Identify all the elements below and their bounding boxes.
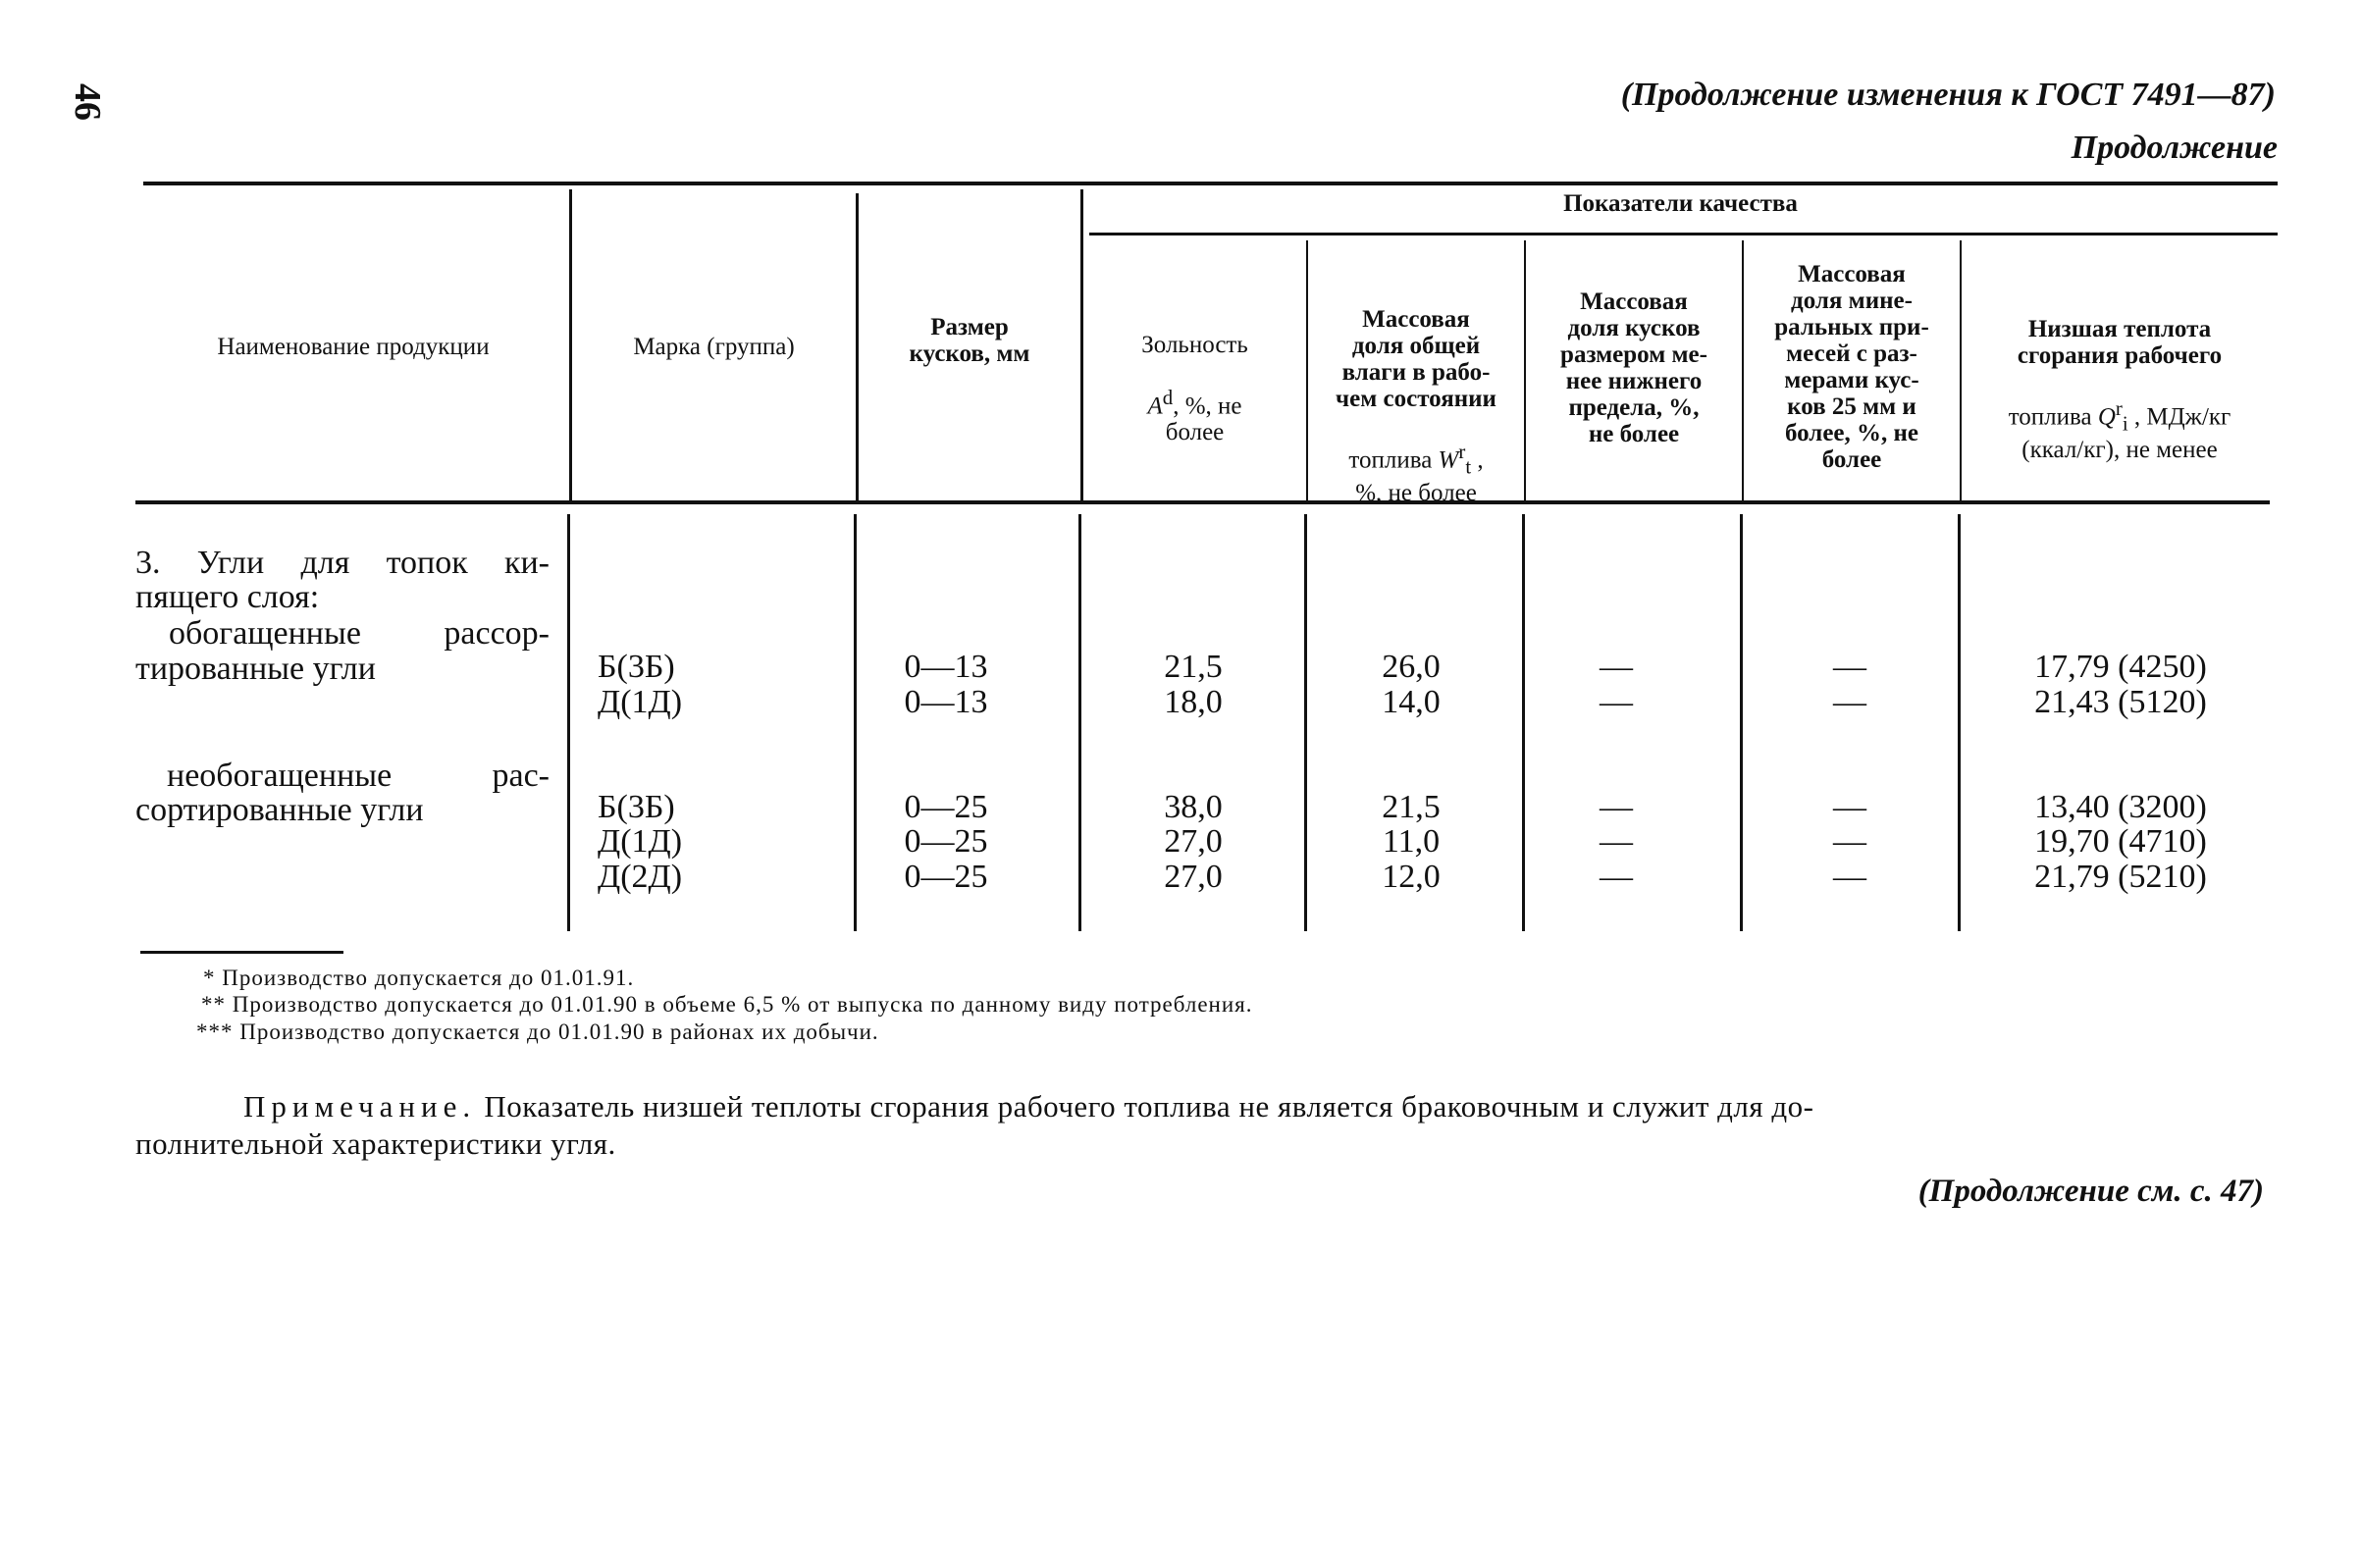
col-divider	[1304, 514, 1307, 931]
cell-mineral: —	[1833, 684, 1866, 720]
cell-size: 0—13	[904, 649, 988, 685]
product-name-line: тированные угли	[135, 651, 376, 687]
moisture-pre: топлива	[1348, 446, 1439, 474]
header-bottom-rule	[135, 500, 2270, 504]
cell-fines: —	[1600, 684, 1633, 720]
continuation-label: Продолжение	[2071, 130, 2278, 166]
cell-fines: —	[1600, 823, 1633, 860]
cell-size: 0—13	[904, 684, 988, 720]
cell-moisture: 14,0	[1382, 684, 1441, 720]
moisture-sup: r	[1458, 440, 1466, 463]
heat-pre: топлива	[2008, 403, 2098, 431]
note-line	[243, 1089, 1814, 1124]
cell-heat: 21,43 (5120)	[2034, 684, 2207, 720]
header-ash-text: Зольность	[1141, 332, 1248, 358]
quality-group-rule	[1089, 233, 2278, 235]
header-moisture	[1308, 280, 1524, 506]
cell-grade: Б(3Б)	[598, 649, 675, 685]
moisture-symbol: W	[1438, 446, 1459, 474]
ash-sup: d	[1162, 386, 1174, 409]
heat-sub: i	[2122, 411, 2128, 436]
footnote: * Производство допускается до 01.01.91.	[203, 966, 635, 990]
product-name-line: пящего слоя:	[135, 579, 320, 615]
moisture-text: Массовая доля общей влаги в рабо- чем состоянии	[1336, 306, 1496, 412]
col-divider	[1740, 514, 1743, 931]
page-number: 46	[67, 83, 108, 121]
col-divider	[1522, 514, 1525, 931]
table-top-rule	[143, 182, 2278, 185]
footnote: *** Производство допускается до 01.01.90 в районах их добычи.	[196, 1019, 879, 1044]
cell-heat: 19,70 (4710)	[2034, 823, 2207, 860]
moisture-rest: , %, не более	[1355, 446, 1484, 507]
heat-sup: r	[2115, 396, 2123, 420]
footnote: ** Производство допускается до 01.01.90 в объеме 6,5 % от выпуска по данному виду потребления.	[201, 992, 1253, 1017]
cell-moisture: 11,0	[1382, 823, 1441, 860]
cell-grade: Д(1Д)	[598, 684, 683, 720]
header-quality-group: Показатели качества	[1563, 190, 1798, 217]
col-divider	[567, 514, 570, 931]
continued-label: (Продолжение см. с. 47)	[1917, 1174, 2264, 1209]
header-size: Размер кусков, мм	[909, 314, 1030, 367]
cell-ash: 27,0	[1164, 823, 1223, 860]
product-name-line: 3. Угли для топок ки-	[135, 545, 550, 581]
header-ash	[1083, 305, 1306, 445]
cell-moisture: 21,5	[1382, 789, 1441, 825]
cell-fines: —	[1600, 789, 1633, 825]
cell-mineral: —	[1833, 859, 1866, 895]
cell-ash: 27,0	[1164, 859, 1223, 895]
header-heat	[1962, 289, 2278, 463]
cell-mineral: —	[1833, 823, 1866, 860]
note-label: Примечание.	[243, 1089, 477, 1124]
product-name-line: сортированные угли	[135, 792, 424, 828]
cell-size: 0—25	[904, 823, 988, 860]
cell-grade: Д(1Д)	[598, 823, 683, 860]
heat-text: Низшая теплота сгорания рабочего	[2017, 316, 2223, 369]
product-name-line: необогащенные рас-	[167, 758, 550, 794]
cell-ash: 18,0	[1164, 684, 1223, 720]
col-divider	[1958, 514, 1961, 931]
ash-rest: , %, не более	[1165, 392, 1242, 446]
col-divider	[1078, 514, 1081, 931]
header-mineral: Массовая доля мине- ральных при- месей с раз- мерами кус- ков 25 мм и более, %, не более	[1774, 261, 1929, 473]
col-divider	[854, 514, 857, 931]
cell-fines: —	[1600, 649, 1633, 685]
cell-size: 0—25	[904, 859, 988, 895]
cell-fines: —	[1600, 859, 1633, 895]
header-fines: Массовая доля кусков размером ме- нее нижнего предела, %, не более	[1560, 288, 1707, 447]
cell-mineral: —	[1833, 789, 1866, 825]
header-grade: Марка (группа)	[633, 334, 795, 360]
note-line: полнительной характеристики угля.	[135, 1126, 616, 1161]
cell-heat: 17,79 (4250)	[2034, 649, 2207, 685]
cell-size: 0—25	[904, 789, 988, 825]
cell-heat: 21,79 (5210)	[2034, 859, 2207, 895]
product-name-line: обогащенные рассор-	[169, 615, 550, 652]
running-header: (Продолжение изменения к ГОСТ 7491—87)	[1620, 77, 2276, 113]
footnote-rule	[140, 951, 343, 954]
cell-ash: 38,0	[1164, 789, 1223, 825]
heat-symbol: Q	[2097, 403, 2116, 431]
cell-mineral: —	[1833, 649, 1866, 685]
cell-ash: 21,5	[1164, 649, 1223, 685]
cell-moisture: 26,0	[1382, 649, 1441, 685]
cell-grade: Д(2Д)	[598, 859, 683, 895]
cell-moisture: 12,0	[1382, 859, 1441, 895]
header-name: Наименование продукции	[217, 334, 490, 360]
cell-heat: 13,40 (3200)	[2034, 789, 2207, 825]
cell-grade: Б(3Б)	[598, 789, 675, 825]
heat-rest: , МДж/кг (ккал/кг), не менее	[2021, 403, 2231, 464]
moisture-sub: t	[1465, 454, 1472, 479]
ash-symbol: A	[1147, 392, 1163, 420]
note-text: Показатель низшей теплоты сгорания рабочего топлива не является браковочным и служит для до-	[476, 1089, 1814, 1124]
